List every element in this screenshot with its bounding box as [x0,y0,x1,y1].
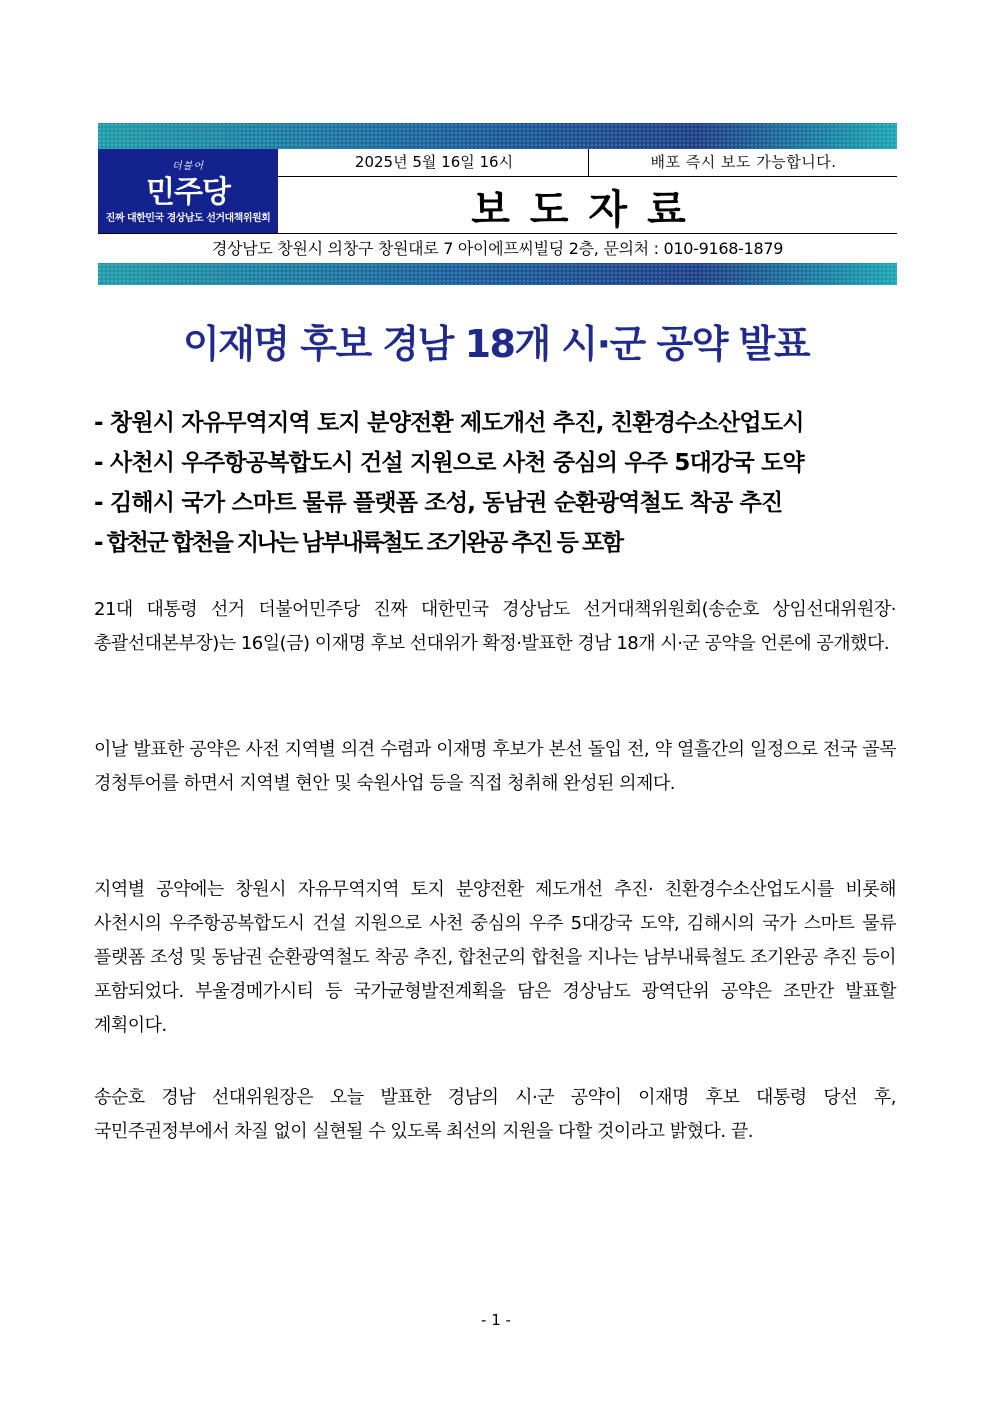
bullet-item: - 창원시 자유무역지역 토지 분양전환 제도개선 추진, 친환경수소산업도시 [94,410,804,436]
bullet-item: - 김해시 국가 스마트 물류 플랫폼 조성, 동남권 순환광역철도 착공 추진 [94,490,783,516]
body-paragraph: 21대 대통령 선거 더불어민주당 진짜 대한민국 경상남도 선거대책위원회(송순호 상임선대위원장·총괄선대본부장)는 16일(금) 이재명 후보 선대위가 확정·발표한 경남 18개 시·군 공약을 언론에 공개했다. [94,599,896,654]
release-date: 2025년 5월 16일 16시 [354,153,514,171]
bullet-item: - 합천군 합천을 지나는 남부내륙철도 조기완공 추진 등 포함 [94,530,622,556]
header-bottom-band [98,263,897,285]
document-type-title: 보도자료 [471,187,706,233]
logo-main-text: 민주당 [146,175,230,210]
headline: 이재명 후보 경남 18개 시·군 공약 발표 [182,322,810,366]
body-paragraph: 지역별 공약에는 창원시 자유무역지역 토지 분양전환 제도개선 추진· 친환경수소산업도시를 비롯해 사천시의 우주항공복합도시 건설 지원으로 사천 중심의 우주 5대강국 도약, 김해시의 국가 스마트 물류 플랫폼 조성 및 동남권 순환광역철도 착공 추진, 합천군의 합천을 지나는 남부내륙철도 조기완공 추진 등이 포함되었다. 부울경메가시티 등 국가균형발전계획을 담은 경상남도 광역단위 공약은 조만간 발표할 계획이다. [94,879,896,1036]
contact-address: 경상남도 창원시 의창구 창원대로 7 아이에프씨빌딩 2층, 문의처 : 010-9168-1879 [211,239,784,258]
page-number: - 1 - [481,1311,511,1329]
header-divider [278,176,897,177]
header-top-band [98,123,897,149]
header-cell-divider [588,149,589,176]
body-paragraph: 이날 발표한 공약은 사전 지역별 의견 수렴과 이재명 후보가 본선 돌입 전, 약 열흘간의 일정으로 전국 골목 경청투어를 하면서 지역별 현안 및 숙원사업 등을 직접 청취해 완성된 의제다. [94,739,896,794]
body-paragraph: 송순호 경남 선대위원장은 오늘 발표한 경남의 시·군 공약이 이재명 후보 대통령 당선 후, 국민주권정부에서 차질 없이 실현될 수 있도록 최선의 지원을 다할 것이라고 밝혔다. 끝. [94,1087,896,1142]
bullet-item: - 사천시 우주항공복합도시 건설 지원으로 사천 중심의 우주 5대강국 도약 [94,450,804,476]
embargo-note: 배포 즉시 보도 가능합니다. [650,153,837,171]
party-logo [98,149,278,233]
logo-org-text: 진짜 대한민국 경상남도 선거대책위원회 [105,213,271,224]
logo-small-text: 더불어 [172,161,204,172]
summary-bullets [94,403,914,563]
